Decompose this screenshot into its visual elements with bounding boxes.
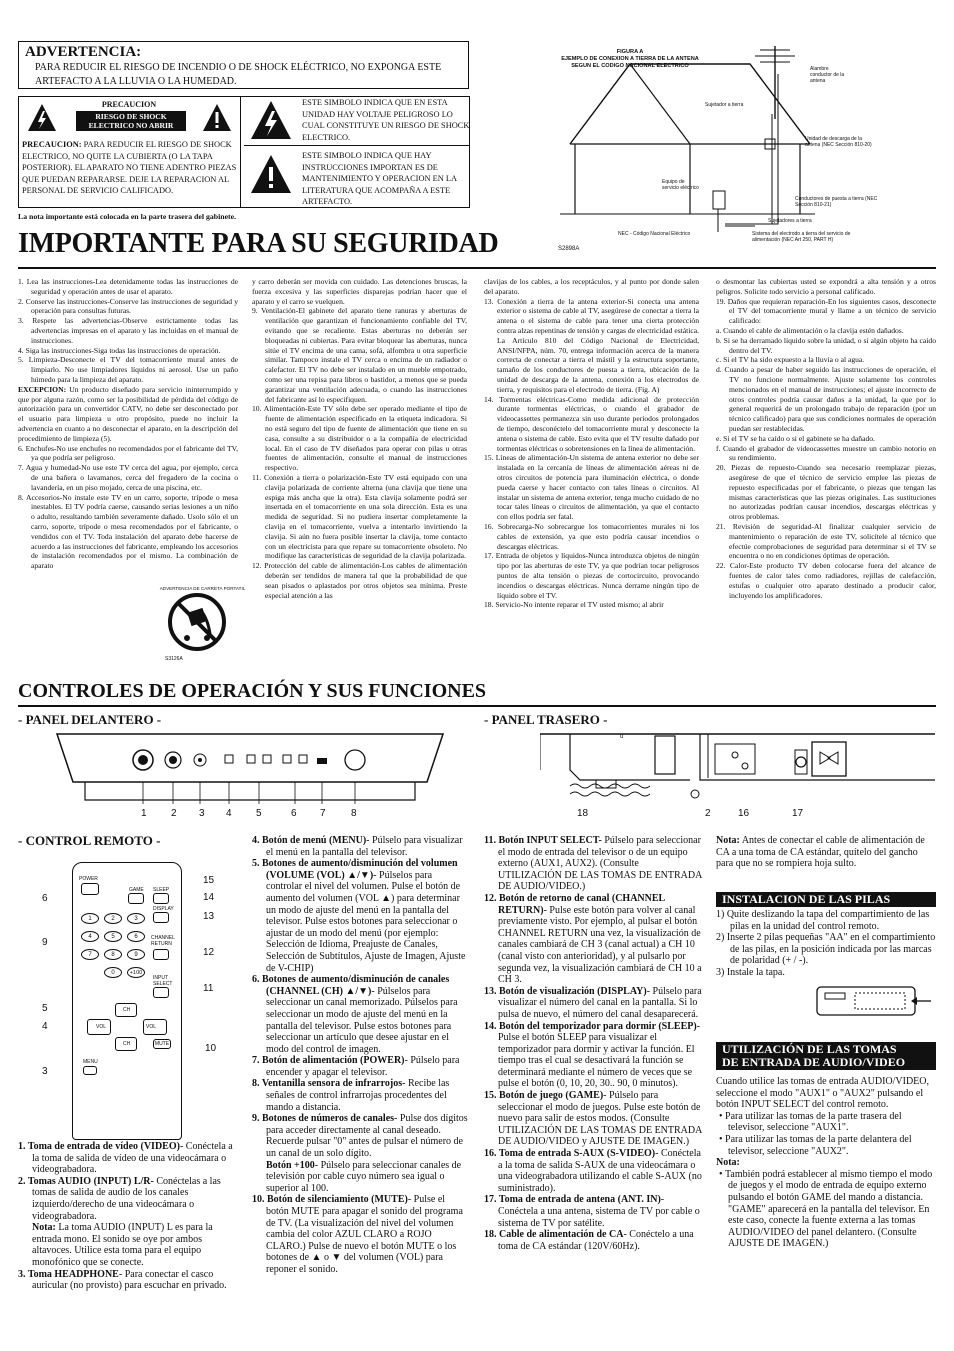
description-item: 17. Toma de entrada de antena (ANT. IN)- Conéctela a una antena, sistema de TV por cable o sistema de TV por satélite. <box>484 1194 700 1229</box>
safety-paragraph: 5. Limpieza-Desconecte el TV del tomacorriente mural antes de limpiarlo. No use limpiadores líquidos ni aerosol. Use un paño húmedo para la limpieza del aparato. <box>18 355 238 384</box>
safety-paragraph: 7. Agua y humedad-No use este TV cerca del agua, por ejemplo, cerca de una bañera o lavamanos, cerca del fregadero de la cocina o lavandería, en un piso mojado, cerca de una piscina, etc. <box>18 463 238 492</box>
callout-3: 3 <box>199 808 205 819</box>
rc-10: 10 <box>205 1043 217 1054</box>
safety-paragraph: EXCEPCION: Un producto diseñado para servicio ininterrumpido y que por alguna razón, como ser la posibilidad de pérdida del código de autorización para un convertidor CATV, no debe ser desconectado por el usuario para limpieza u otro propósito, puede no incluir la advertencia en cuanto a no desconectar el aparato, en la descripción del procedimiento de limpieza (5). <box>18 384 238 443</box>
description-item: 9. Botones de números de canales- Pulse dos dígitos para acceder directamente al canal deseado. Recuerde pulsar "0" antes de pulsar el número de un canal de un solo dígito. <box>252 1113 468 1160</box>
battery-step-2: 2) Inserte 2 pilas pequeñas "AA" en el compartimiento de las pilas, en la posición indicada por las marcas de polaridad (+ / -). <box>716 932 936 967</box>
note-ac-text: Antes de conectar el cable de alimentación de CA a una toma de CA estándar, quítelo del gancho para que no se rompiera hoja sulto. <box>716 835 925 870</box>
description-item: Botón +100- Púlselo para seleccionar canales de televisión por cable cuyo número sea igual o superior al 100. <box>266 1159 462 1194</box>
rear-callout-16: 16 <box>738 808 750 819</box>
sleep-label: SLEEP <box>153 887 170 893</box>
description-item: 5. Botones de aumento/disminución del volumen (VOLUME (VOL) ▲/▼)- Púlselos para controlar el nivel del volumen. Pulse el botón de aumento del volumen (VOL ▲) para determinar un modo de ajuste del menú en la pantalla del televisor. Pulse estos botones para seleccionar o ajustar de un modo del menú (por ejemplo: Selección de Idioma, Preajuste de Canales, Selección de Subtítulos, Ajuste de Imagen, Ajuste de V-CHIP) <box>252 858 466 974</box>
digit-key-6[interactable]: 6 <box>127 931 145 942</box>
safety-rule <box>18 267 936 269</box>
cart-warning <box>155 586 250 664</box>
rc-15: 15 <box>203 875 215 886</box>
battery-step-3: 3) Instale la tapa. <box>716 966 785 978</box>
display-button[interactable] <box>153 912 169 923</box>
description-item: 18. Cable de alimentación de CA- Conéctelo a una toma de CA estándar (120V/60Hz). <box>484 1229 694 1252</box>
safety-paragraph: 3. Respete las advertencias-Observe estrictamente todas las advertencias impresas en el aparato y las incluidas en el manual de instrucciones. <box>18 316 238 345</box>
rc-4: 4 <box>42 1021 48 1032</box>
display-label: DISPLAY <box>153 906 174 912</box>
input-select-button[interactable] <box>153 987 169 998</box>
callout-2: 2 <box>171 808 177 819</box>
caution-box <box>18 96 241 208</box>
front-panel-title: - PANEL DELANTERO - <box>18 712 162 727</box>
rear-panel-title: - PANEL TRASERO - <box>484 712 608 727</box>
symbol-bolt-text: ESTE SIMBOLO INDICA QUE EN ESTA UNIDAD HAY VOLTAJE PELIGROSO LO CUAL CONSTITUYE UN RIESGO DE SHOCK ELECTRICO. <box>302 98 470 142</box>
vol-up-label: VOL <box>146 1024 157 1030</box>
description-item: 14. Botón del temporizador para dormir (SLEEP)- Pulse el botón SLEEP para visualizar el temporizador para dormir y activar la función. El tiempo tras el cual se desactivará la función se determinará mediante el número de veces que se pulse el botón (0, 10, 20, 30.. 90, 0 minutos). <box>484 1020 701 1090</box>
safety-col-3 <box>484 277 699 610</box>
controls-rule <box>18 705 936 707</box>
rc-3: 3 <box>42 1066 48 1077</box>
description-item: 11. Botón INPUT SELECT- Púlselo para seleccionar el modo de entrada del televisor o de un equipo externo (AUX1, AUX2). (Consulte UTILIZACIÓN DE LAS TOMAS DE ENTRADA DE AUDIO/VIDEO.) <box>484 835 702 893</box>
safety-paragraph: 19. Daños que requieran reparación-En los siguientes casos, desconecte el TV del tomacorriente mural y llame a un técnico de servicio calificado: <box>716 296 936 326</box>
rear-callout-17: 17 <box>792 808 804 819</box>
caution-text: PARA REDUCIR EL RIESGO DE SHOCK ELECTRICO, NO QUITE LA CUBIERTA (O LA TAPA POSTERIOR). EL APARATO NO TIENE ADENTRO PIEZAS QUE PUEDAN REPARARSE. DEJE LA REPARACION AL PERSONAL DE SERVICIO CALIFICADO. <box>22 140 237 196</box>
description-item: 10. Botón de silenciamiento (MUTE)- Pulse el botón MUTE para apagar el sonido del programa de TV. (La visualización del nivel del volumen cambia del color AZUL CLARO a ROJO CLARO.) Pulse de nuevo el botón MUTE o los botones de ▲ o ▼ del volumen (VOL) para reponer el sonido. <box>252 1194 463 1275</box>
plus100-key[interactable]: +100 <box>127 967 145 978</box>
menu-label: MENU <box>83 1059 98 1065</box>
vol-down-label: VOL <box>96 1024 107 1030</box>
ch-return-button[interactable] <box>153 949 169 960</box>
description-item: 1. Toma de entrada de vídeo (VIDEO)- Conéctela a la toma de salida de vídeo de una videocámara o videograbadora. <box>18 1141 233 1176</box>
rear-note: La nota importante está colocada en la parte trasera del gabinete. <box>18 212 237 221</box>
description-item: 16. Toma de entrada S-AUX (S-VIDEO)- Conéctela a la toma de salida S-AUX de una videocámara o una videograbadora utilizando el cable S-AUX (no suministrado). <box>484 1148 702 1194</box>
safety-paragraph: 22. Calor-Este producto TV deben colocarse fuera del alcance de fuentes de calor tales como radiadores, rejillas de calefacción, estufas o cualquier otro aparato destinado a producir calor, incluyendo los amplificadores. <box>716 561 936 600</box>
rear-callout-18: 18 <box>577 808 589 819</box>
safety-paragraph: 4. Siga las instrucciones-Siga todas las instrucciones de operación. <box>18 345 221 355</box>
safety-paragraph: 13. Conexión a tierra de la antena exterior-Si conecta una antena exterior o sistema de cable al TV, asegúrese de conectar a tierra la antena o el sistema de cable para tener una cierta protección contra alzas repentinas de tensión y cargas de electricidad estática. La Artículo 810 del Código Nacional de Electricidad, ANSI/NFPA, núm. 70, entrega información acerca de la manera correcta de conectar a tierra el mástil y la estructura soportante, tamaño de los conductores de puesta a tierra, ubicación de la unidad de descarga de la antena, conexión a los electrodos de tierra, y requisitos para el electrodo de tierra. (Fig. A) <box>484 296 699 394</box>
figure-a <box>530 44 940 256</box>
power-button[interactable] <box>81 883 99 895</box>
figure-title: FIGURA A EJEMPLO DE CONEXION A TIERRA DE LA ANTENA SEGUN EL CODIGO NACIONAL ELECTRICO <box>561 49 699 69</box>
remote-title: - CONTROL REMOTO - <box>18 833 161 848</box>
ch-down-label: CH <box>123 1041 131 1047</box>
fig-code: S2898A <box>558 246 580 252</box>
rc-13: 13 <box>203 911 215 922</box>
rc-11: 11 <box>203 983 214 994</box>
safety-paragraph: 18. Servicio-No intente reparar el TV usted mismo; al abrir <box>484 600 664 610</box>
menu-button[interactable] <box>83 1066 97 1075</box>
mute-button[interactable]: MUTE <box>154 1041 170 1047</box>
rc-9: 9 <box>42 937 48 948</box>
safety-col-1 <box>18 277 238 571</box>
av-inputs-body <box>716 1076 936 1250</box>
safety-col-2 <box>252 277 467 600</box>
fig-label-3: Unidad de descarga de la antena (NEC Sección 810-20) <box>805 136 872 148</box>
symbol-excl-text: ESTE SIMBOLO INDICA QUE HAY INSTRUCCIONES IMPORTAN ES DE MANTENIMIENTO Y OPERACION EN LA LITERATURA QUE ACOMPAÑA A ESTE ARTEFACTO. <box>302 151 457 207</box>
battery-cover-icon <box>815 983 933 1019</box>
av-inputs-title: UTILIZACIÓN DE LAS TOMAS DE ENTRADA DE AUDIO/VIDEO <box>716 1042 936 1070</box>
safety-paragraph: 6. Enchufes-No use enchufes no recomendados por el fabricante del TV, ya que podría ser peligroso. <box>18 443 238 463</box>
warning-title: ADVERTENCIA: <box>25 44 142 60</box>
rear-callout-2: 2 <box>705 808 711 819</box>
callout-5: 5 <box>256 808 262 819</box>
safety-col-1-text <box>18 277 238 571</box>
av-note: Nota: <box>716 1157 740 1169</box>
description-item: 12. Botón de retorno de canal (CHANNEL RETURN)- Pulse este botón para volver al canal previamente visto. Por ejemplo, al pulsar el botón CHANNEL RETURN una vez, la visualización de canales cambiará de CH 3 (canal actual) a CH 10 (canal visto con anterioridad), y al pulsarlo por segunda vez, la visualización cambiará de CH 10 a CH 3. <box>484 892 702 986</box>
safety-col-3-text <box>484 277 699 610</box>
description-item: 3. Toma HEADPHONE- Para conectar el casco auricular (no provisto) para escuchar en privado. <box>18 1268 227 1292</box>
cart-code: S3126A <box>165 656 183 662</box>
power-label: POWER <box>79 876 98 882</box>
fig-label-4: Equipo de servicio eléctrico <box>662 179 699 191</box>
desc-col-3 <box>484 835 702 1252</box>
safety-paragraph: 2. Conserve las instrucciones-Conserve las instrucciones de seguridad y operación para consultas futuras. <box>18 296 238 316</box>
safety-paragraph: a. Cuando el cable de alimentación o la clavija estén dañados. <box>716 325 904 335</box>
description-item: 4. Botón de menú (MENU)- Púlselo para visualizar el menú en la pantalla del televisor. <box>252 835 463 858</box>
rc-6: 6 <box>42 893 48 904</box>
bolt-icon <box>27 103 57 133</box>
safety-paragraph: o desmontar las cubiertas usted se expondrá a alta tensión y a otros peligros. Solicite todo servicio a personal calificado. <box>716 277 936 296</box>
description-item: 6. Botones de aumento/disminución de canales (CHANNEL (CH) ▲/▼)- Púlselos para seleccionar un canal memorizado. Púlselos para seleccionar un modo de ajuste del menú en la pantalla del televisor. Pulse estos botones para seleccionar un artículo que desee ajustar en el modo del control de imagen. <box>252 974 458 1055</box>
safety-paragraph: 8. Accesorios-No instale este TV en un carro, soporte, trípode o mesa inestables. El TV podría caerse, causando serias lesiones a un niño o adulto, resultando también severamente dañado. Usolo sólo el un carro, soporte, trípode o mesa recomendados por el fabricante, o vendidos con el TV. Toda instalación del aparato debe hacerse de acuerdo a las instrucciones del fabricante, empleando los accesorios de instalación recomendados por el mismo. La combinación de aparato <box>18 492 238 571</box>
callout-7: 7 <box>320 808 326 819</box>
rc-12: 12 <box>203 947 215 958</box>
sleep-button[interactable] <box>153 893 169 904</box>
safety-paragraph: y carro deberán ser movida con cuidado. Las detenciones bruscas, la fuerza excesiva y las superficies disparejas podrían hacer que el aparato y el carro se vuelquen. <box>252 277 467 306</box>
rc-14: 14 <box>203 892 215 903</box>
input-select-label: INPUT SELECT <box>153 975 173 987</box>
safety-paragraph: 21. Revisión de seguridad-Al finalizar cualquier servicio de mantenimiento o reparación de este TV, solicítele al técnico que efectúe comprobaciones de seguridad para determinar si el TV se encuentra o no en condiciones óptimas de operación. <box>716 521 936 561</box>
safety-paragraph: 12. Protección del cable de alimentación-Los cables de alimentación deberán ser tendidos de manera tal que la probabilidad de que sean pisados o aplastados por otros objetos sea mínima. Preste especial atención a las <box>252 561 467 600</box>
front-panel-drawing <box>55 730 445 808</box>
safety-title: IMPORTANTE PARA SU SEGURIDAD <box>18 228 499 259</box>
description-item: Nota: La toma AUDIO (INPUT) L es para la entrada mono. El sonido se oye por ambos altavoces. Utilice esta toma para el equipo monofónico que se conecte. <box>32 1222 213 1268</box>
fig-label-6: Sujetadores a tierra <box>768 218 812 224</box>
desc-col-2 <box>252 835 470 1276</box>
av-intro: Cuando utilice las tomas de entrada AUDIO/VIDEO, seleccione el modo "AUX1" o "AUX2" pulsando el botón INPUT SELECT del control remoto. <box>716 1076 930 1111</box>
description-item: 2. Tomas AUDIO (INPUT) L/R- Conéctelas a las tomas de salida de audio de los canales izquierdo/derecho de una videocámara o videograbadora. <box>18 1175 221 1222</box>
warning-text: PARA REDUCIR EL RIESGO DE INCENDIO O DE SHOCK ELÉCTRICO, NO EXPONGA ESTE ARTEFACTO A LA LLUVIA O LA HUMEDAD. <box>35 62 442 87</box>
digit-key-4[interactable]: 4 <box>81 931 99 942</box>
battery-step-1: 1) Quite deslizando la tapa del compartimiento de las pilas en la unidad del control remoto. <box>716 909 930 932</box>
fig-label-5: Conductores de puesta a tierra (NEC Sección 810-21) <box>795 196 878 208</box>
safety-col-4-text <box>716 277 936 600</box>
caution-label: RIESGO DE SHOCK ELECTRICO NO ABRIR <box>76 111 186 131</box>
caution-title: PRECAUCION <box>101 100 157 109</box>
av-bullet-2: • Para utilizar las tomas de la parte delantera del televisor, seleccione "AUX2". <box>719 1133 912 1157</box>
callout-8: 8 <box>351 808 357 819</box>
safety-paragraph: 14. Tormentas eléctricas-Como medida adicional de protección durante tormentas eléctricas, o cuando el grabador de videocassettes permanezca sin uso durante períodos prolongados de tiempo, desconéctelo del tomacorriente mural y desconecte la antena o sistema de cable. Esto evita que el TV resulte dañado por tormentas eléctricas o sobretensiones en la línea de alimentación. <box>484 394 699 453</box>
digit-key-8[interactable]: 8 <box>104 949 122 960</box>
av-bullet-1: • Para utilizar las tomas de la parte trasera del televisor, seleccione "AUX1". <box>719 1110 902 1134</box>
digit-key-7[interactable]: 7 <box>81 949 99 960</box>
batteries-title: INSTALACION DE LAS PILAS <box>716 892 936 907</box>
ch-up-label: CH <box>123 1007 131 1013</box>
digit-key-0[interactable]: 0 <box>104 967 122 978</box>
safety-paragraph: b. Si se ha derramado líquido sobre la unidad, o si algún objeto ha caído dentro del TV. <box>716 335 936 355</box>
game-label: GAME <box>129 887 144 893</box>
digit-key-2[interactable]: 2 <box>104 913 122 924</box>
caution-lead: PRECAUCION: <box>22 140 82 149</box>
av-bullet-3: • También podrá establecer al mismo tiempo el modo de juegos y el modo de entrada de equipo externo pulsando el botón GAME del mando a distancia. "GAME" aparecerá en la pantalla del televisor. En este caso, conecte la fuente externa a las tomas AUDIO/VIDEO del panel delantero. (Consulte AJUSTE DE IMAGEN.) <box>719 1168 933 1250</box>
callout-1: 1 <box>141 808 147 819</box>
callout-6: 6 <box>291 808 297 819</box>
fig-label-1: Alambre conductor de la antena <box>810 66 845 84</box>
safety-paragraph: 10. Alimentación-Este TV sólo debe ser operado mediante el tipo de fuente de alimentación especificado en la etiqueta indicadora. Si no está seguro del tipo de fuente de alimentación que tiene en su casa, consulte a su distribuidor o a la compañía de electricidad local. En el caso de TV diseñados para operar con pilas u otras fuentes de alimentación, consulte el manual de instrucciones respectivo. <box>252 404 467 473</box>
fig-label-7: NEC - Código Nacional Eléctrico <box>618 231 691 237</box>
warning-box <box>18 41 469 89</box>
note-ac-lead: Nota: <box>716 835 740 846</box>
digit-key-1[interactable]: 1 <box>81 913 99 924</box>
game-button[interactable] <box>128 893 144 904</box>
safety-col-2-text <box>252 277 467 600</box>
controls-title: CONTROLES DE OPERACIÓN Y SUS FUNCIONES <box>18 680 487 702</box>
description-item: 13. Botón de visualización (DISPLAY)- Púlselo para visualizar el número del canal en la pantalla. Si lo pulsa de nuevo, el número del canal desaparecerá. <box>484 985 702 1020</box>
safety-paragraph: 11. Conexión a tierra o polarización-Este TV está equipado con una clavija polarizada de corriente alterna (una clavija que tiene una espiga más ancha que la otra). Esta clavija solamente podrá ser insertada en el tomacorriente en una sola dirección. Esta es una medida de seguridad. Si no pudiera insertar completamente la clavija en el tomacorriente, vuelva a intentarlo invirtiendo la clavija. Si aún no fuera posible insertar la clavija, tome contacto con un electricista para que repare su tomacorriente obsoleto. No modifique las características de seguridad de la clavija polarizada. <box>252 472 467 561</box>
rear-u-label: u <box>620 734 624 740</box>
rc-5: 5 <box>42 1003 48 1014</box>
batteries-steps <box>716 909 936 979</box>
safety-paragraph: 20. Piezas de repuesto-Cuando sea necesario reemplazar piezas, asegúrese de que el técnico de servicio emplee las piezas de repuesto especificadas por el fabricante, o piezas que tengan las mismas características que las piezas originales. Las sustituciones no autorizadas podrían causar incendios, descargas eléctricas y otros problemas. <box>716 463 936 522</box>
cart-label: ADVERTENCIA DE CARRETA PORTATIL <box>159 586 246 591</box>
cart-tipping-icon <box>167 592 227 652</box>
exclaim-icon <box>202 103 232 133</box>
digit-key-5[interactable]: 5 <box>104 931 122 942</box>
safety-paragraph: 17. Entrada de objetos y líquidos-Nunca introduzca objetos de ningún tipo por las aberturas de este TV, ya que podrían tocar peligrosos puntos de alta tensión o piezas de cortocircuito, provocando incendios o descargas eléctricas. Nunca derrame ningún tipo de líquido sobre el TV. <box>484 551 699 600</box>
safety-paragraph: c. Si el TV ha sido expuesto a la lluvia o al agua. <box>716 355 865 365</box>
safety-paragraph: 9. Ventilación-El gabinete del aparato tiene ranuras y aberturas de ventilación que garantizan el funcionamiento confiable del TV, evitando que se recaliente. Estas aberturas no deberán ser bloqueadas ni cubiertas. Para evitar bloquear las aberturas, nunca sitúe el TV encima de una cama, sofá, alfombra u otra superficie similar. Tampoco instale el TV cerca o encima de un radiador o calefactor. El TV no debe ser instalado en un mueble empotrado, como ser una repisa para libros o bastidor, a menos que se pueda garantizar una ventilación adecuada, o cuando las instrucciones del fabricante así lo especifiquen. <box>252 306 467 404</box>
ch-return-label: CHANNEL RETURN <box>151 935 175 947</box>
front-callouts <box>0 808 480 822</box>
box-outline <box>241 96 470 208</box>
callout-4: 4 <box>226 808 232 819</box>
fig-label-2: Sujetador a tierra <box>705 102 744 108</box>
digit-key-3[interactable]: 3 <box>127 913 145 924</box>
rear-panel-drawing <box>540 730 935 820</box>
safety-paragraph: f. Cuando el grabador de videocassettes muestre un cambio notorio en su rendimiento. <box>716 443 936 463</box>
remote-control <box>72 862 182 1140</box>
fig-label-8: Sistema del electrodo a tierra del servicio de alimentación (NEC Art 250, PART H) <box>752 231 851 243</box>
safety-paragraph: 1. Lea las instrucciones-Lea detenidamente todas las instrucciones de seguridad y operación antes de usar el aparato. <box>18 277 238 296</box>
safety-paragraph: e. Si el TV se ha caído o si el gabinete se ha dañado. <box>716 433 875 443</box>
safety-paragraph: 16. Sobrecarga-No sobrecargue los tomacorrientes murales ni los cables de extensión, ya que esto podría causar incendios o descargas eléctricas. <box>484 521 699 551</box>
safety-col-4 <box>716 277 936 600</box>
description-item: 15. Botón de juego (GAME)- Púlselo para seleccionar el modo de juegos. Pulse este botón de nuevo para salir de estos modos. (Consulte UTILIZACIÓN DE LAS TOMAS DE ENTRADA DE AUDIO/VIDEO y AJUSTE DE IMAGEN.) <box>484 1090 702 1148</box>
safety-paragraph: d. Cuando a pesar de haber seguido las instrucciones de operación, el TV no funcione normalmente. Ajuste solamente los controles mencionados en el manual de instrucciones; el ajuste incorrecto de otros controles podría causar daños a la unidad, la que por lo general requerirá de un prolongado trabajo de reparación (por un técnico calificado) para que sus condiciones normales de operación puedan ser restablecidas. <box>716 365 936 433</box>
safety-paragraph: 15. Líneas de alimentación-Un sistema de antena exterior no debe ser instalada en la cercanía de líneas de alimentación aéreas ni de otros circuitos de potencia para iluminación eléctrica, o donde pueda caerse y hacer contacto con tales líneas o circuitos. Al instalar un sistema de antena exterior, tenga mucho cuidado de no tocar tales líneas o circuitos de alimentación, ya que el contacto con ellos podría ser fatal. <box>484 453 699 522</box>
note-ac <box>716 835 936 870</box>
desc-col-1 <box>18 1141 238 1292</box>
safety-paragraph: clavijas de los cables, a los receptáculos, y al punto por donde salen del aparato. <box>484 277 699 296</box>
digit-key-9[interactable]: 9 <box>127 949 145 960</box>
description-item: 8. Ventanilla sensora de infrarrojos- Recibe las señales de control infrarrojas procedentes del mando a distancia. <box>252 1078 450 1113</box>
description-item: 7. Botón de alimentación (POWER)- Púlselo para encender y apagar el televisor. <box>252 1055 460 1078</box>
